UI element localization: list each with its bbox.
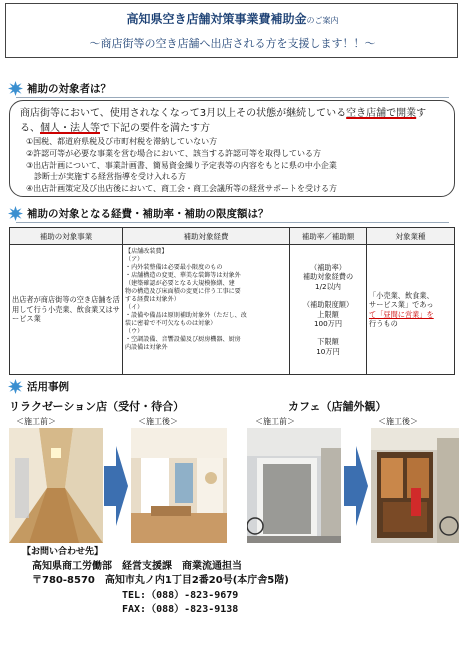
rate-cell [290,245,367,375]
requirement-item: ①国税、都道府県税及び市町村税を滞納していない方 [26,137,218,146]
expense-line: ・内外装整備は必要最小限度のもの [125,264,223,271]
arrow-right-icon [104,446,128,526]
intro-text-2: する、 [20,108,427,134]
expense-line: （建築確認が必要となる大規模修繕、建 [125,280,235,287]
eligibility-box [9,100,455,197]
title-suffix: のご案内 [306,16,339,25]
table-header-row [10,228,455,245]
expense-line: （ウ） [125,328,144,335]
subsidy-table [9,227,455,375]
star-burst-icon [8,81,23,96]
project-cell: 出店者が商店街等の空き店舗を活用して行う小売業、飲食業又はサービス業 [10,245,123,375]
page-title [6,10,459,27]
expense-line: ・設備や備品は原則補助対象外（ただし、改 [125,312,247,319]
rate-line: 上限額 [317,309,339,319]
expense-line: （イ） [125,304,144,311]
section2-heading [8,205,457,221]
expense-line: 装に密着で不可欠なものは対象） [125,320,217,327]
contact-org: 高知県商工労働部 経営支援課 商業流通担当 [32,560,242,572]
rate-line: 補助対象経費の [302,272,354,282]
industry-line: 行うもの [369,319,398,328]
rate-line: 100万円 [313,318,343,328]
requirement-item: ④出店計画策定及び出店後において、商工会・商工会議所等の経営サポートを受ける方 [26,184,338,194]
column-header: 補助の対象事業 [10,228,123,245]
intro-text-1: 商店街等において、使用されなくなって3月以上その状態が継続している [20,108,347,119]
relaxation-after-photo [131,428,227,543]
rate-line: 下限額 [317,337,339,347]
page-subtitle: ～商店街等の空き店舗へ出店される方を支援します！！～ [89,37,376,50]
requirement-list [26,136,446,195]
contact-fax: FAX:（088）-823-9138 [122,604,239,615]
cafe-after-photo [371,428,459,543]
cafe-before-photo [247,428,341,543]
case2-title: カフェ（店舗外観） [288,400,387,413]
section1-title: 補助の対象者は？ [27,82,111,95]
expense-line: 内設備は対象外 [125,344,168,351]
industry-cell [367,245,455,375]
section2-title: 補助の対象となる経費・補助率・補助の限度額は？ [27,207,269,220]
section3-heading [8,378,208,394]
industry-line: サービス業」であっ [369,300,434,309]
expense-line: ・空調設備、音響設備及び厨房機器、厨房 [125,336,241,343]
expense-line: 物の構造及び床面積の変更に伴う工事に要 [125,288,241,295]
requirement-item: 診断士が実施する経営指導を受け入れる方 [26,172,186,182]
industry-line: 「小売業、飲食業、 [369,290,434,300]
star-burst-icon [8,379,23,394]
case1-title: リラクゼーション店（受付・待合） [9,400,185,413]
industry-line: て「昼間に営業」を [369,309,434,319]
contact-block [22,545,442,618]
column-header: 補助率／補助額 [290,228,367,245]
intro-text-3: で下記の要件を満たす方 [100,123,210,134]
rate-line: （補助限度額） [302,300,354,310]
after-label: ＜施工後＞ [138,417,178,426]
requirement-item: ②許認可等が必要な事業を営む場合において、該当する許認可等を取得している方 [26,148,322,158]
expense-line: （ア） [125,256,144,263]
before-label: ＜施工前＞ [255,417,295,426]
rate-line: 10万円 [316,346,340,356]
table-row [10,245,455,375]
title-box [5,3,458,58]
after-label: ＜施工後＞ [378,417,418,426]
title-text: 高知県空き店舗対策事業費補助金 [126,12,307,26]
rate-line: （補助率） [310,262,346,272]
star-burst-icon [8,206,23,221]
requirement-item: ③出店計画について、事業計画書、簡易資金繰り予定表等の内容をもとに県の中小企業 [26,160,337,170]
relaxation-before-photo [9,428,103,543]
section3-title: 活用事例 [27,380,69,393]
intro-highlight-individual: 個人・法人等 [40,123,100,134]
column-header: 対象業種 [367,228,455,245]
before-label: ＜施工前＞ [16,417,56,426]
column-header: 補助対象経費 [123,228,290,245]
contact-heading: 【お問い合わせ先】 [22,547,104,557]
intro-highlight-vacant-shop: 空き店舗で開業 [346,108,417,119]
contact-tel: TEL:（088）-823-9679 [122,589,239,601]
expense-line: ・店舗構造の変更、華美な装飾等は対象外 [125,272,241,279]
section1-heading [8,80,457,96]
contact-address: 〒780-8570 高知市丸ノ内1丁目2番20号(本庁舎5階) [32,575,289,586]
eligibility-intro [20,106,440,136]
expense-line: 【店舗改装費】 [125,248,168,255]
expense-line: する経費は対象外） [125,296,180,303]
expenses-cell [123,245,290,375]
rate-line: 1/2以内 [315,281,341,291]
arrow-right-icon [344,446,368,526]
